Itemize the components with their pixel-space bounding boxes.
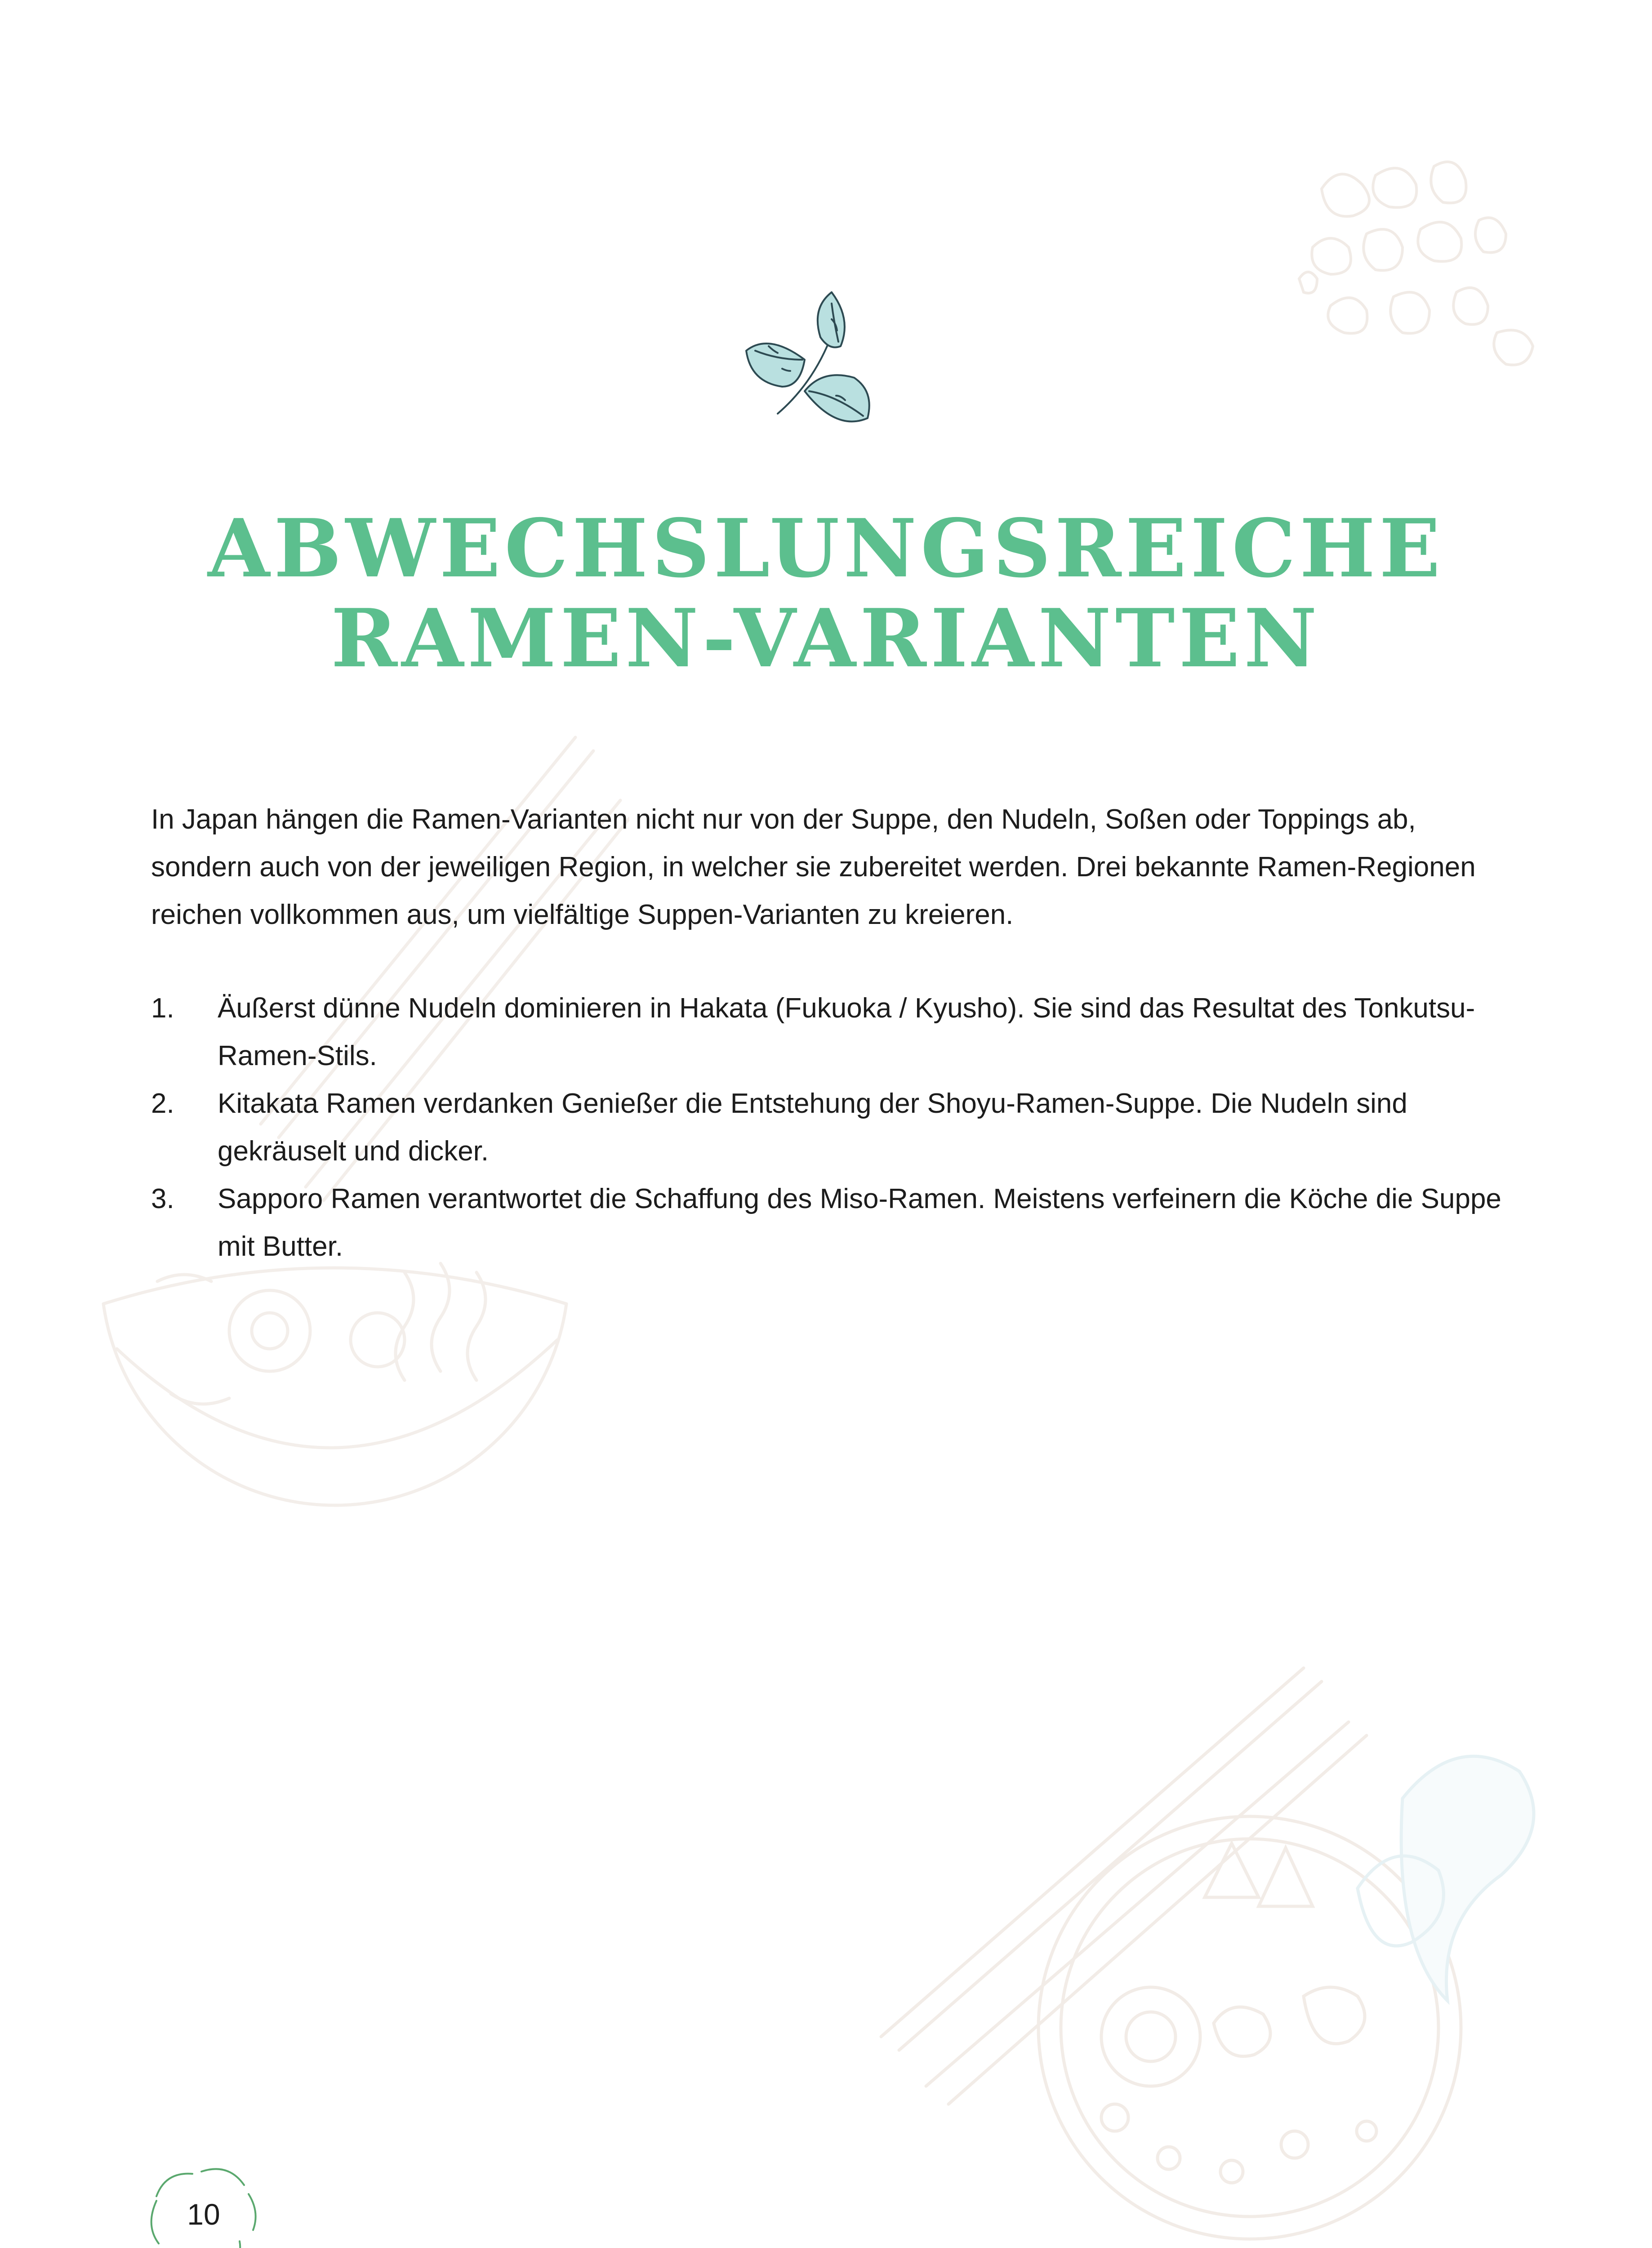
region-list xyxy=(151,985,1504,1271)
list-number: 2. xyxy=(151,1088,174,1119)
list-number: 3. xyxy=(151,1183,174,1214)
leaf-sprig-icon xyxy=(742,283,886,436)
page-number: 10 xyxy=(187,2198,220,2231)
noodle-swirls-icon xyxy=(1286,144,1555,396)
title-line-1: ABWECHSLUNGSREICHE xyxy=(208,501,1444,595)
ramen-bowl-chopsticks-icon xyxy=(863,1655,1564,2248)
title-line-2: RAMEN-VARIANTEN xyxy=(331,591,1321,685)
list-text: Äußerst dünne Nudeln dominieren in Hakata (Fukuoka / Kyusho). Sie sind das Resultat des Tonkutsu-Ramen-Stils. xyxy=(218,993,1475,1071)
list-item xyxy=(151,1175,1504,1271)
list-text: Sapporo Ramen verantwortet die Schaffung des Miso-Ramen. Meistens verfeinern die Köche die Suppe mit Butter. xyxy=(218,1183,1501,1262)
page-number-badge xyxy=(143,2154,264,2248)
list-number: 1. xyxy=(151,993,174,1024)
page-title xyxy=(0,501,1652,685)
list-item xyxy=(151,1080,1504,1175)
list-item xyxy=(151,985,1504,1080)
list-text: Kitakata Ramen verdanken Genießer die Entstehung der Shoyu-Ramen-Suppe. Die Nudeln sind gekräuselt und dicker. xyxy=(218,1088,1407,1167)
intro-paragraph: In Japan hängen die Ramen-Varianten nicht nur von der Suppe, den Nudeln, Soßen oder Toppings ab, sondern auch von der jeweiligen Region, in welcher sie zubereitet werden. Drei bekannte Ramen-Regionen reichen vollkommen aus, um vielfältige Suppen-Varianten zu kreieren. xyxy=(151,804,1476,930)
